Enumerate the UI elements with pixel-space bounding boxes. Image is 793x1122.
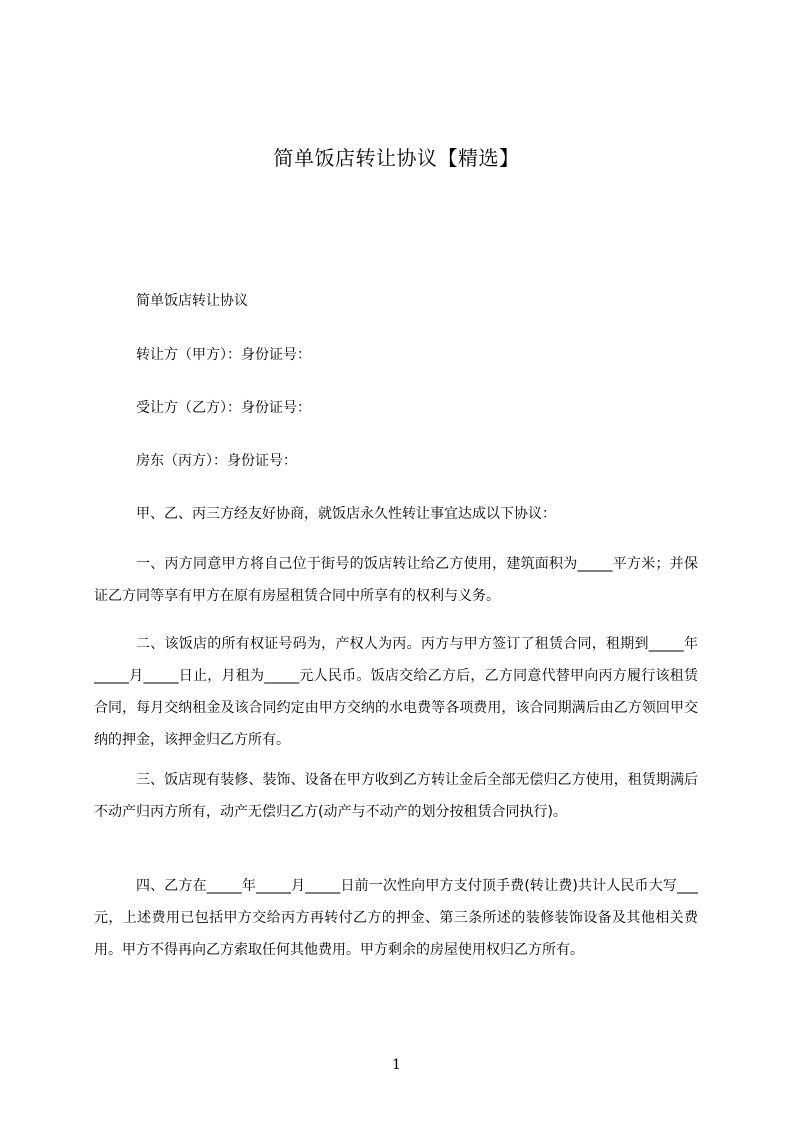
clause-3: 三、饭店现有装修、装饰、设备在甲方收到乙方转让金后全部无偿归乙方使用，租赁期满后不动产归丙方所有，动产无偿归乙方(动产与不动产的划分按租赁合同执行)。 xyxy=(94,772,698,820)
intro-paragraph: 甲、乙、丙三方经友好协商，就饭店永久性转让事宜达成以下协议： xyxy=(136,506,556,522)
transferor-line: 转让方（甲方）：身份证号： xyxy=(136,347,311,363)
transferee-line: 受让方（乙方）：身份证号： xyxy=(136,400,311,416)
agreement-subtitle: 简单饭店转让协议 xyxy=(136,293,248,309)
clause-1: 一、丙方同意甲方将自己位于街号的饭店转让给乙方使用，建筑面积为_____平方米；并保证乙方同等享有甲方在原有房屋租赁合同中所享有的权利与义务。 xyxy=(94,556,698,604)
page-number: 1 xyxy=(392,1057,401,1073)
page-title: 简单饭店转让协议【精选】 xyxy=(273,146,520,170)
clause-4: 四、乙方在_____年_____月_____日前一次性向甲方支付顶手费(转让费)共计人民币大写___元，上述费用已包括甲方交给丙方再转付乙方的押金、第三条所述的装修装饰设备及其他相关费用。甲方不得再向乙方索取任何其他费用。甲方剩余的房屋使用权归乙方所有。 xyxy=(94,878,698,958)
clause-2: 二、该饭店的所有权证号码为，产权人为丙。丙方与甲方签订了租赁合同，租期到_____年_____月_____日止，月租为_____元人民币。饭店交给乙方后，乙方同意代替甲向丙方履行该租赁合同，每月交纳租金及该合同约定由甲方交纳的水电费等各项费用，该合同期满后由乙方领回甲交纳的押金，该押金归乙方所有。 xyxy=(94,636,698,748)
landlord-line: 房东（丙方）：身份证号： xyxy=(136,453,297,469)
